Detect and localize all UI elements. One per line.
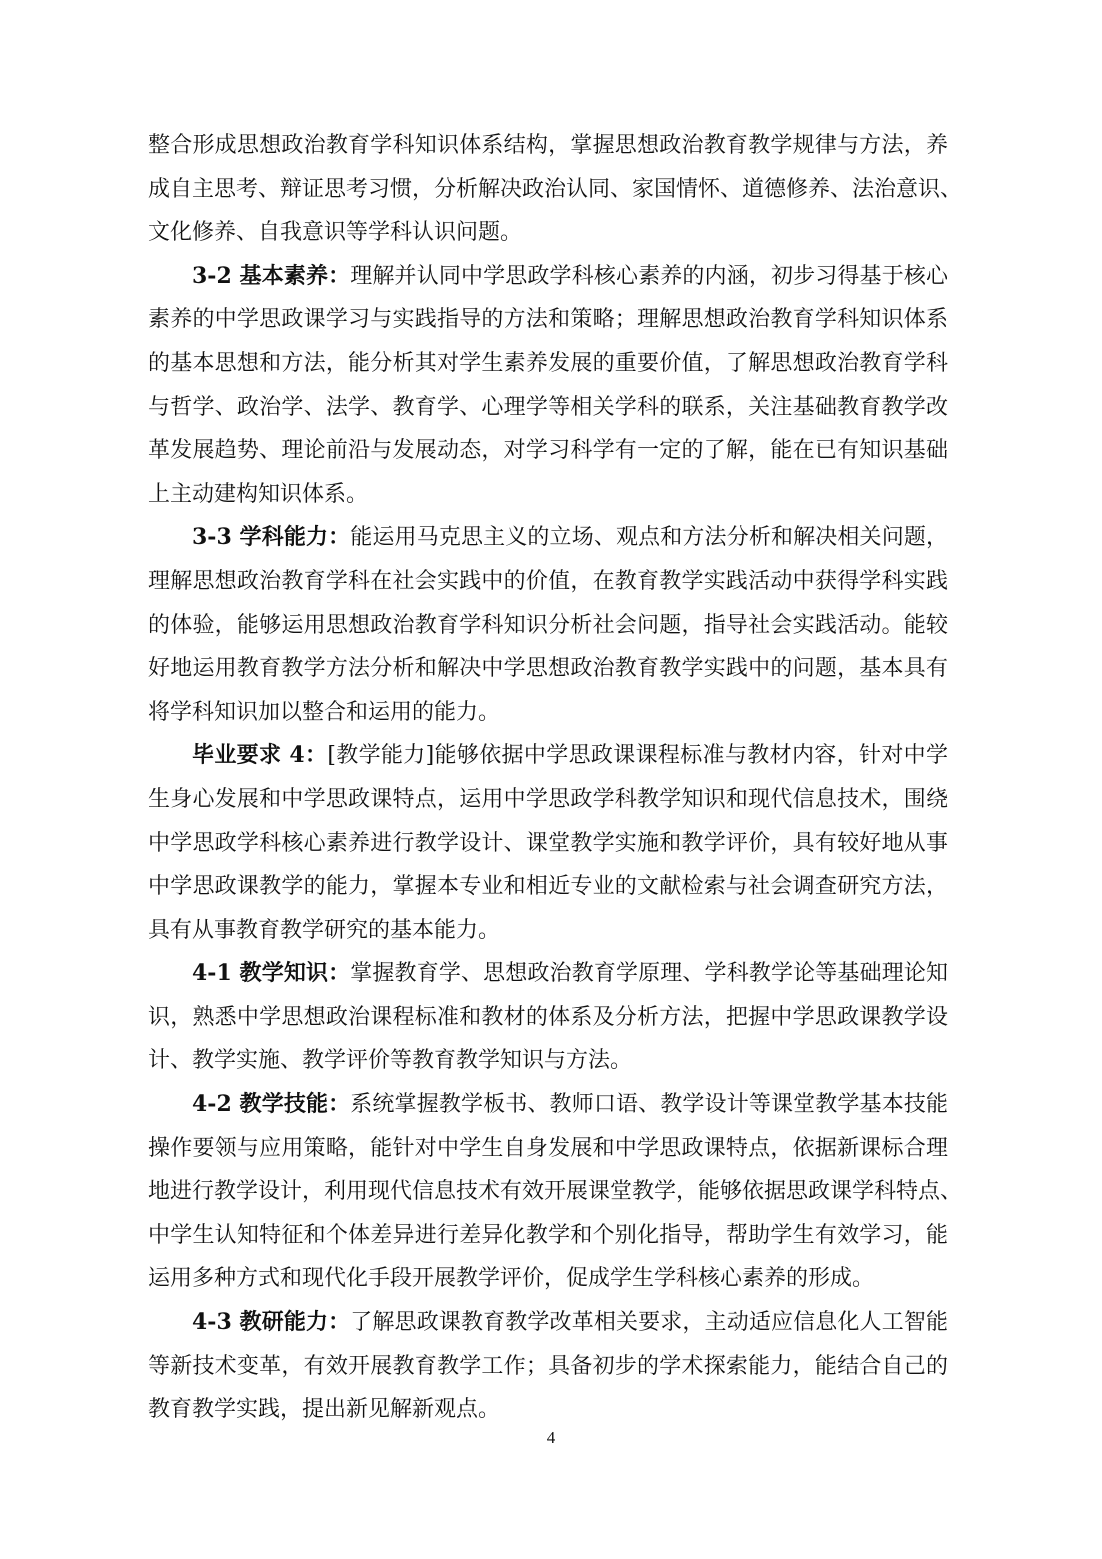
line-text: 与哲学、政治学、法学、教育学、心理学等相关学科的联系，关注基础教育教学改 (148, 394, 948, 420)
text-line (148, 1170, 963, 1214)
line-text: 上主动建构知识体系。 (148, 481, 369, 507)
text-line (148, 1127, 948, 1171)
line-text: 运用多种方式和现代化手段开展教学评价，促成学生学科核心素养的形成。 (148, 1266, 875, 1292)
text-line (148, 560, 948, 604)
text-line (148, 952, 948, 996)
document-body (148, 124, 963, 1432)
paragraph-p-4-2 (148, 1083, 963, 1301)
line-text: 整合形成思想政治教育学科知识体系结构，掌握思想政治教育教学规律与方法，养 (148, 133, 948, 158)
text-line (148, 1345, 948, 1389)
line-text: 革发展趋势、理论前沿与发展动态，对学习科学有一定的了解，能在已有知识基础 (148, 438, 948, 464)
text-line (148, 909, 948, 953)
paragraph-p-3-3 (148, 516, 948, 734)
section-label: 3-2 基本素养： (192, 262, 351, 289)
text-line (148, 865, 948, 909)
text-line (148, 778, 948, 822)
text-line (148, 1257, 948, 1301)
paragraph-p-req-4 (148, 734, 948, 952)
line-text: 素养的中学思政课学习与实践指导的方法和策略；理解思想政治教育学科知识体系 (148, 307, 948, 333)
line-text: 生身心发展和中学思政课特点，运用中学思政学科教学知识和现代信息技术，围绕 (148, 786, 948, 812)
section-label: 3-3 学科能力： (192, 524, 351, 551)
paragraph-p-3-2 (148, 255, 948, 517)
text-line (148, 473, 948, 517)
line-text: 教育教学实践，提出新见解新观点。 (148, 1397, 501, 1423)
text-line (148, 734, 948, 778)
line-text: 中学思政学科核心素养进行教学设计、课堂教学实施和教学评价，具有较好地从事 (148, 830, 948, 856)
line-text: 的基本思想和方法，能分析其对学生素养发展的重要价值，了解思想政治教育学科 (148, 350, 948, 376)
text-line (148, 1083, 948, 1127)
text-line (148, 1301, 948, 1345)
text-line (148, 1388, 948, 1432)
line-text: 具有从事教育教学研究的基本能力。 (148, 917, 501, 943)
text-line (148, 604, 948, 648)
text-line (148, 516, 948, 560)
text-line (148, 386, 948, 430)
line-text: 好地运用教育教学方法分析和解决中学思想政治教育教学实践中的问题，基本具有 (148, 656, 948, 682)
line-text: 理解思想政治教育学科在社会实践中的价值，在教育教学实践活动中获得学科实践 (148, 568, 948, 594)
line-text: 的体验，能够运用思想政治教育学科知识分析社会问题，指导社会实践活动。能较 (148, 612, 948, 638)
text-line (148, 168, 963, 212)
line-text: 地进行教学设计，利用现代信息技术有效开展课堂教学，能够依据思政课学科特点、 (148, 1179, 963, 1205)
text-line (148, 211, 948, 255)
text-line (148, 647, 948, 691)
text-line (148, 429, 948, 473)
line-text: 掌握教育学、思想政治教育学原理、学科教学论等基础理论知 (350, 961, 948, 987)
text-line (148, 124, 948, 168)
line-text: 计、教学实施、教学评价等教育教学知识与方法。 (148, 1048, 633, 1074)
line-text: 操作要领与应用策略，能针对中学生自身发展和中学思政课特点，依据新课标合理 (148, 1135, 948, 1161)
line-text: 了解思政课教育教学改革相关要求，主动适应信息化人工智能 (350, 1310, 948, 1336)
section-label: 4-3 教研能力： (192, 1309, 351, 1336)
text-line (148, 1039, 948, 1083)
text-line (148, 255, 948, 299)
text-line (148, 996, 948, 1040)
text-line (148, 298, 948, 342)
line-text: 系统掌握教学板书、教师口语、教学设计等课堂教学基本技能 (350, 1092, 948, 1118)
text-line (148, 691, 948, 735)
line-text: 等新技术变革，有效开展教育教学工作；具备初步的学术探索能力，能结合自己的 (148, 1353, 948, 1379)
paragraph-p-4-1 (148, 952, 948, 1083)
paragraph-p-4-3 (148, 1301, 948, 1432)
line-text: 中学思政课教学的能力，掌握本专业和相近专业的文献检索与社会调查研究方法， (148, 874, 948, 900)
line-text: 能运用马克思主义的立场、观点和方法分析和解决相关问题， (350, 525, 948, 551)
paragraph-p-3-1-cont (148, 124, 963, 255)
section-label: 毕业要求 4： (192, 742, 328, 769)
line-text: 中学生认知特征和个体差异进行差异化教学和个别化指导，帮助学生有效学习，能 (148, 1222, 948, 1248)
line-text: 将学科知识加以整合和运用的能力。 (148, 699, 501, 725)
section-label: 4-2 教学技能： (192, 1091, 351, 1118)
line-text: [教学能力]能够依据中学思政课课程标准与教材内容，针对中学 (327, 743, 948, 769)
line-text: 识，熟悉中学思想政治课程标准和教材的体系及分析方法，把握中学思政课教学设 (148, 1004, 948, 1030)
line-text: 理解并认同中学思政学科核心素养的内涵，初步习得基于核心 (350, 263, 948, 289)
page-number: 4 (546, 1428, 556, 1447)
line-text: 文化修养、自我意识等学科认识问题。 (148, 220, 523, 246)
text-line (148, 1214, 948, 1258)
section-label: 4-1 教学知识： (192, 960, 351, 987)
text-line (148, 822, 948, 866)
line-text: 成自主思考、辩证思考习惯，分析解决政治认同、家国情怀、道德修养、法治意识、 (148, 176, 963, 202)
text-line (148, 342, 948, 386)
